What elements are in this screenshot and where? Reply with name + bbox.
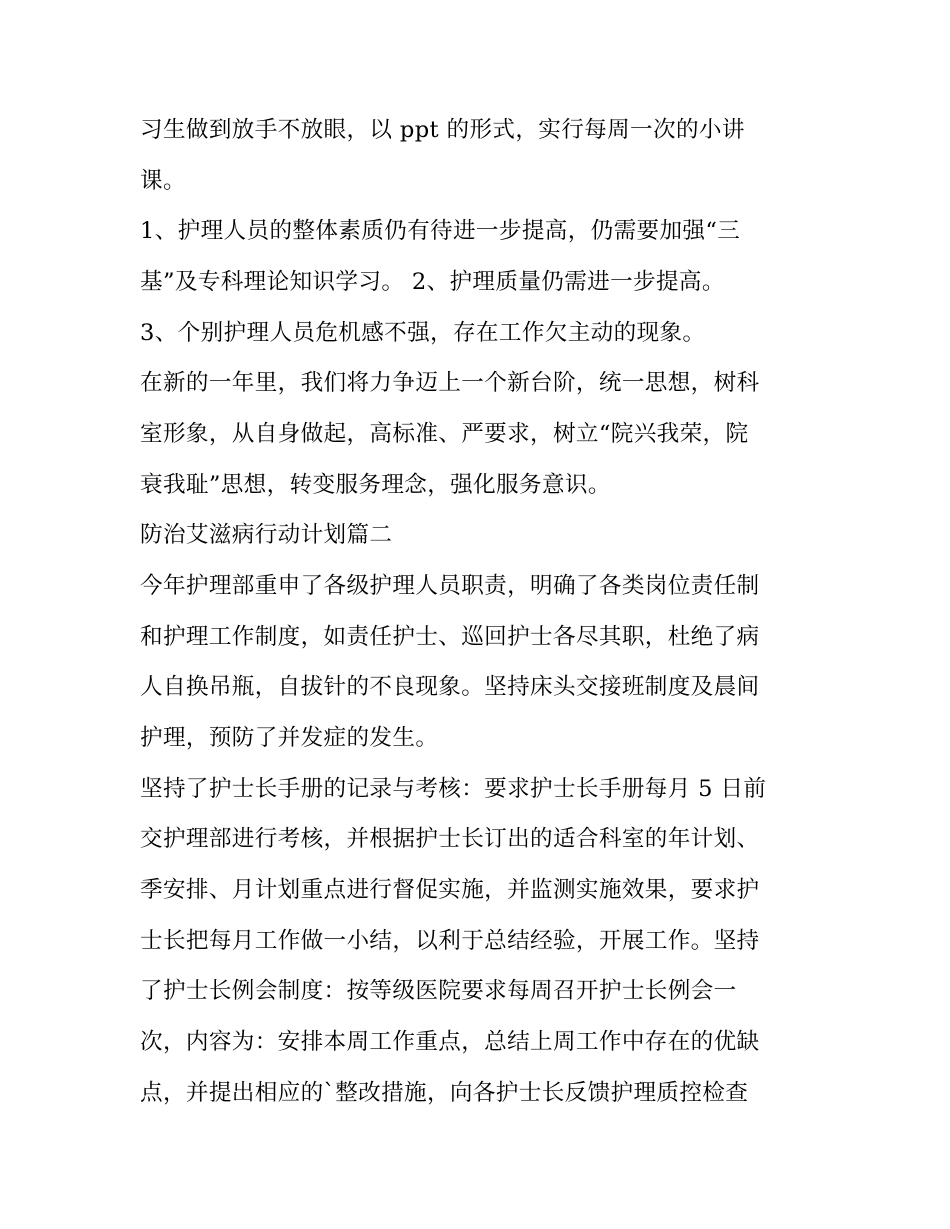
text-line: 季安排、月计划重点进行督促实施，并监测实施效果，要求护: [140, 877, 760, 903]
text-line: 护理，预防了并发症的发生。: [140, 725, 439, 751]
text-line: 今年护理部重申了各级护理人员职责，明确了各类岗位责任制: [140, 573, 760, 599]
text-line: 交护理部进行考核，并根据护士长订出的适合科室的年计划、: [140, 826, 760, 852]
text-line: 点，并提出相应的`整改措施，向各护士长反馈护理质控检查: [140, 1080, 749, 1106]
text-line: 基”及专科理论知识学习。 2、护理质量仍需进一步提高。: [140, 269, 725, 295]
text-line: 坚持了护士长手册的记录与考核：要求护士长手册每月 5 日前: [140, 776, 767, 802]
text-line: 在新的一年里，我们将力争迈上一个新台阶，统一思想，树科: [140, 370, 760, 396]
text-line: 衰我耻”思想，转变服务理念，强化服务意识。: [140, 472, 611, 498]
text-line: 1、护理人员的整体素质仍有待进一步提高，仍需要加强“三: [140, 218, 741, 244]
section-heading: 防治艾滋病行动计划篇二: [140, 522, 393, 548]
text-line: 课。: [140, 168, 186, 194]
text-line: 和护理工作制度，如责任护士、巡回护士各尽其职，杜绝了病: [140, 624, 760, 650]
text-line: 习生做到放手不放眼，以 ppt 的形式，实行每周一次的小讲: [140, 117, 745, 143]
text-line: 3、个别护理人员危机感不强，存在工作欠主动的现象。: [140, 320, 706, 346]
text-line: 了护士长例会制度：按等级医院要求每周召开护士长例会一: [140, 978, 737, 1004]
text-line: 人自换吊瓶，自拔针的不良现象。坚持床头交接班制度及晨间: [140, 674, 760, 700]
text-line: 室形象，从自身做起，高标准、严要求，树立“院兴我荣，院: [140, 421, 749, 447]
text-line: 士长把每月工作做一小结，以利于总结经验，开展工作。坚持: [140, 928, 760, 954]
text-line: 次，内容为：安排本周工作重点，总结上周工作中存在的优缺: [140, 1029, 760, 1055]
